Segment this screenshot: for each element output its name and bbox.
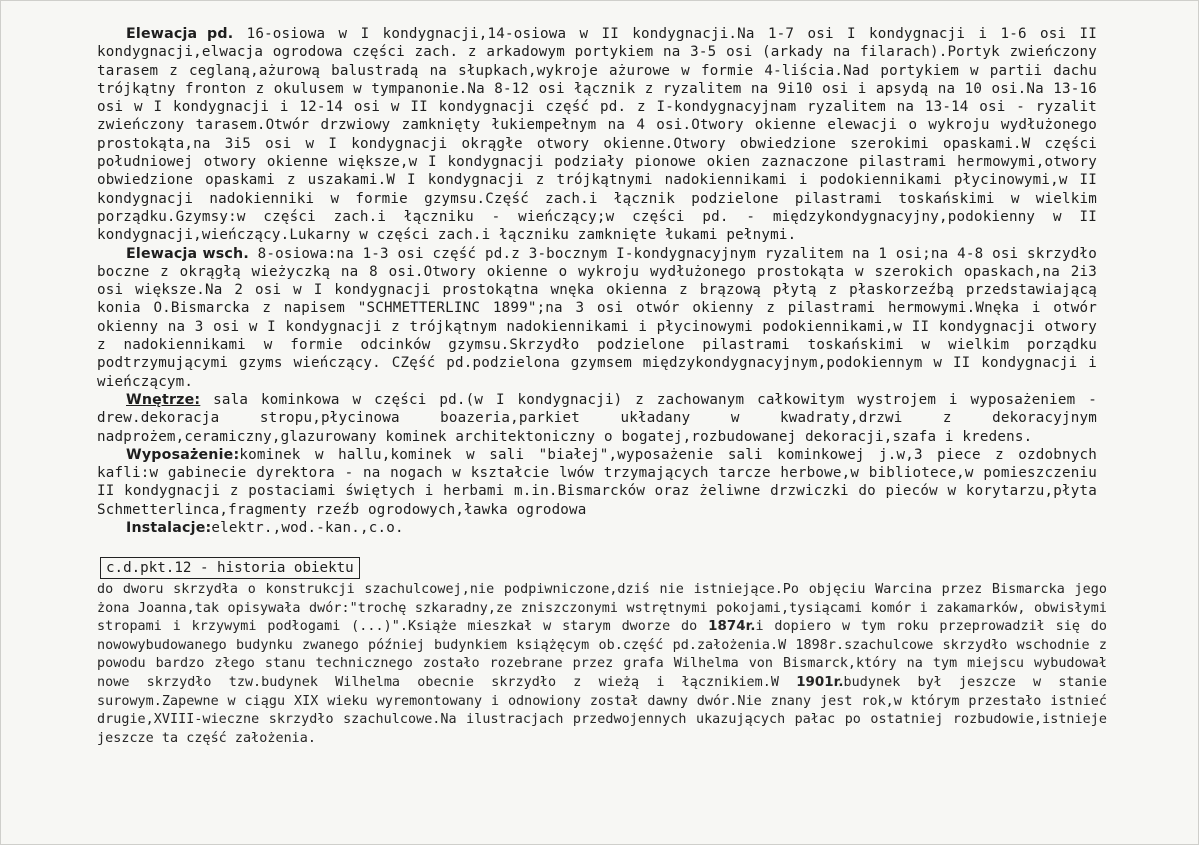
history-year-1901: 1901r. bbox=[796, 674, 844, 690]
text-elewacja-wsch: 8-osiowa:na 1-3 osi część pd.z 3-bocznym I-kondygnacyjnym ryzalitem na 1 osi;na 4-8 osi skrzydło boczne z okrągłą wieżyczką na 8 osi.Otwory okienne o wykroju wydłużonego prostokąta w szerokich opaskach,na 2i3 osi większe.Na 2 osi w I kondygnacji prostokątna wnęka okienna z brązową płytą z płaskorzeźbą przedstawiającą konia O.Bismarcka z napisem "SCHMETTERLINC 1899";na 3 osi otwór okienny z pilastrami hermowymi.Wnęka i otwór okienny na 3 osi w I kondygnacji z trójkątnym nadokiennikami i płycinowymi podokiennikami,w II kondygnacji otwory z nadokiennikami w formie odcinków gzymsu.Skrzydło podzielone pilastrami toskańskimi w wielkim porządku podtrzymującymi gzyms wieńczący. CZęść pd.podzielona gzymsem międzykondygnacyjnym,podokiennym w II kondygnacji i wieńczącym. bbox=[97, 245, 1097, 390]
heading-elewacja-pd: Elewacja pd. bbox=[126, 26, 234, 42]
paragraph-wyposazenie bbox=[97, 446, 1097, 519]
heading-instalacje: Instalacje: bbox=[126, 520, 212, 537]
history-section bbox=[97, 581, 1107, 748]
history-text-part3: budynek był jeszcze w stanie surowym.Zapewne w ciągu XIX wieku wyremontowany i odnowiony został dawny dwór.Nie znany jest rok,w którym przestało istnieć drugie,XVIII-wieczne skrzydło szachulcowe.Na ilustracjach przedwojennych ukazujących pałac po ostatniej rozbudowie,istnieje jeszcze ta część założenia. bbox=[97, 674, 1107, 746]
description-section bbox=[97, 25, 1097, 537]
paragraph-elewacja-pd bbox=[97, 25, 1097, 245]
text-instalacje: elektr.,wod.-kan.,c.o. bbox=[211, 520, 404, 537]
section-label-box: c.d.pkt.12 - historia obiektu bbox=[100, 557, 360, 579]
paragraph-elewacja-wsch bbox=[97, 245, 1097, 391]
text-wnetrze: sala kominkowa w części pd.(w I kondygnacji) z zachowanym całkowitym wystrojem i wyposażeniem - drew.dekoracja stropu,płycinowa boazeria,parkiet układany w kwadraty,drzwi z dekoracyjnym nadprożem,ceramiczny,glazurowany kominek architektoniczny o bogatej,rozbudowanej dekoracji,szafa i kredens. bbox=[97, 391, 1097, 445]
heading-elewacja-wsch: Elewacja wsch. bbox=[126, 245, 249, 262]
heading-wnetrze: Wnętrze: bbox=[126, 391, 201, 408]
text-elewacja-pd: 16-osiowa w I kondygnacji,14-osiowa w II kondygnacji.Na 1-7 osi I kondygnacji i 1-6 osi II kondygnacji,elwacja ogrodowa części zach. z arkadowym portykiem na 3-5 osi (arkady na filarach).Portyk zwieńczony tarasem z ceglaną,ażurową balustradą na słupkach,wykroje ażurowe w formie 4-liścia.Nad portykiem w partii dachu trójkątny fronton z okulusem w tympanonie.Na 8-12 osi łącznik z ryzalitem na 9i10 osi i apsydą na 10 osi.Na 13-16 osi w I kondygnacji i 12-14 osi w II kondygnacji część pd. z I-kondygnacyjnam ryzalitem na 13-14 osi - ryzalit zwieńczony tarasem.Otwór drzwiowy zamknięty łukiempełnym na 4 osi.Otwory okienne elewacji o wykroju wydłużonego prostokąta,na 3i5 osi w I kondygnacji okrągłe otwory okienne.Otwory obwiedzione szerokimi opaskami.W części południowej otwory okienne większe,w I kondygnacji podziały pionowe okien zaznaczone pilastrami hermowymi,otwory obwiedzione opaskami z uszakami.W I kondygnacji z trójkątnymi nadokiennikami i podokiennikami płycinowymi,w II kondygnacji nadokienniki w formie gzymsu.Część zach.i łącznik podzielone pilastrami toskańskimi w wielkim porządku.Gzymsy:w części zach.i łączniku - wieńczący;w części pd. - międzykondygnacyjny,podokienny w II kondygnacji,wieńczący.Lukarny w części zach.i łączniku zamknięte łukami pełnymi. bbox=[97, 26, 1097, 244]
heading-wyposazenie: Wyposażenie: bbox=[126, 446, 240, 463]
history-text-part1: do dworu skrzydła o konstrukcji szachulcowej,nie podpiwniczone,dziś nie istniejące.Po objęciu Warcina przez Bismarcka jego żona Joanna,tak opisywała dwór:"trochę szkaradny,ze zniszczonymi wstrętnymi pokojami,tysiącami komór i zakamarków, obwisłymi stropami i krzywymi podłogami (...)".Książe mieszkał w starym dworze do bbox=[97, 582, 1107, 635]
paragraph-instalacje bbox=[97, 519, 1097, 537]
text-wyposazenie: kominek w hallu,kominek w sali "białej",wyposażenie sali kominkowej j.w,3 piece z ozdobnych kafli:w gabinecie dyrektora - na nogach w kształcie lwów trzymających tarcze herbowe,w bibliotece,w pomieszczeniu II kondygnacji z postaciami świętych i herbami m.in.Bismarcków oraz żeliwne drzwiczki do pieców w korytarzu,płyta Schmetterlinca,fragmenty rzeźb ogrodowych,ławka ogrodowa bbox=[97, 446, 1097, 518]
history-paragraph bbox=[97, 581, 1107, 748]
history-text-part2: i dopiero w tym roku przeprowadził się do nowowybudowanego budynku zwanego później budynkiem książęcym ob.część pd.założenia.W 1898r.szachulcowe skrzydło wschodnie z powodu bardzo złego stanu technicznego zostało rozebrane przez grafa Wilhelma von Bismarck,który na tym miejscu wybudował nowe skrzydło tzw.budynek Wilhelma obecnie skrzydło z wieżą i łącznikiem.W bbox=[97, 619, 1107, 690]
history-year-1874: 1874r. bbox=[708, 619, 756, 635]
paragraph-wnetrze bbox=[97, 391, 1097, 446]
